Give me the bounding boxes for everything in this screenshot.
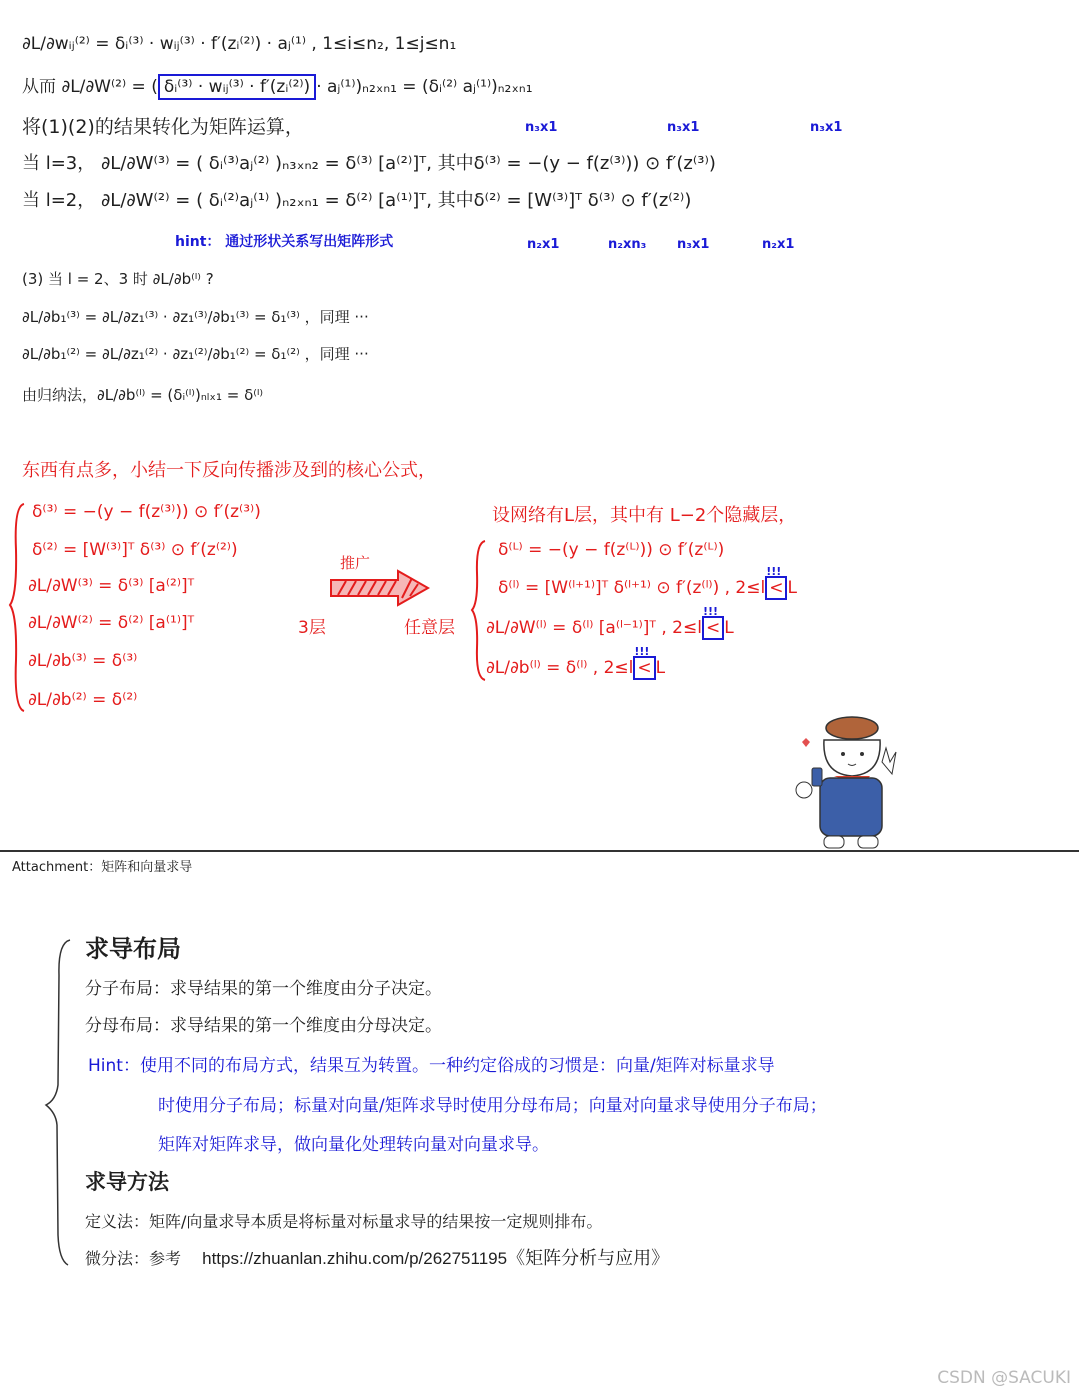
to-label: 任意层 — [404, 618, 455, 638]
induction-text: 由归纳法，∂L/∂b⁽ˡ⁾ = (δᵢ⁽ˡ⁾)ₙₗₓ₁ = δ⁽ˡ⁾ — [22, 386, 264, 404]
summary-right-eq: δ⁽ᴸ⁾ = −(y − f(z⁽ᴸ⁾)) ⊙ f′(z⁽ᴸ⁾) — [498, 540, 725, 560]
summary-heading: 东西有点多，小结一下反向传播涉及到的核心公式， — [22, 460, 436, 481]
summary-left-eq: ∂L/∂W⁽³⁾ = δ⁽³⁾ [a⁽²⁾]ᵀ — [28, 576, 195, 596]
eq-prefix: 从而 ∂L/∂W⁽²⁾ = ( — [22, 77, 158, 97]
left-brace-icon — [8, 500, 28, 715]
eq-text: ∂L/∂b⁽ˡ⁾ = δ⁽ˡ⁾ , 2≤l — [486, 658, 634, 678]
arrow-label: 推广 — [340, 554, 371, 572]
emphasis-mark: !!! — [766, 565, 782, 578]
reference-link[interactable]: https://zhuanlan.zhihu.com/p/262751195 — [202, 1249, 508, 1268]
dim-label: n₃x1 — [667, 120, 700, 135]
eq-text: L — [787, 578, 797, 598]
hint-line: 矩阵对矩阵求导，做向量化处理转向量对向量求导。 — [158, 1135, 549, 1155]
eq-text: δ⁽ˡ⁾ = [W⁽ˡ⁺¹⁾]ᵀ δ⁽ˡ⁺¹⁾ ⊙ f′(z⁽ˡ⁾) , 2≤l — [498, 578, 766, 598]
bias-question: (3) 当 l = 2、3 时 ∂L/∂b⁽ˡ⁾ ? — [22, 270, 214, 288]
generalize-arrow-icon — [328, 568, 433, 608]
dim-label: n₂xn₃ — [608, 237, 647, 252]
lt-box: < — [702, 616, 724, 640]
method-heading: 求导方法 — [85, 1170, 169, 1194]
cat-illustration-icon — [790, 712, 900, 852]
layout-heading: 求导布局 — [85, 935, 181, 963]
differential-label: 微分法：参考 — [85, 1249, 182, 1268]
summary-left-eq: ∂L/∂b⁽²⁾ = δ⁽²⁾ — [28, 690, 138, 710]
book-title: 《矩阵分析与应用》 — [507, 1248, 670, 1269]
equation-b3: ∂L/∂b₁⁽³⁾ = ∂L/∂z₁⁽³⁾ · ∂z₁⁽³⁾/∂b₁⁽³⁾ = δ₁⁽³⁾ ，同理 ··· — [22, 308, 369, 326]
summary-left-eq: δ⁽³⁾ = −(y − f(z⁽³⁾)) ⊙ f′(z⁽³⁾) — [32, 502, 261, 522]
eq-text: L — [724, 618, 734, 638]
dim-label: n₃x1 — [525, 120, 558, 135]
denominator-layout-text: 分母布局：求导结果的第一个维度由分母决定。 — [85, 1016, 442, 1036]
summary-left-eq: ∂L/∂W⁽²⁾ = δ⁽²⁾ [a⁽¹⁾]ᵀ — [28, 613, 195, 633]
dim-label: n₃x1 — [677, 237, 710, 252]
summary-left-eq: ∂L/∂b⁽³⁾ = δ⁽³⁾ — [28, 651, 138, 671]
convert-text: 将(1)(2)的结果转化为矩阵运算， — [22, 116, 304, 138]
hint-line: 时使用分子布局；标量对向量/矩阵求导时使用分母布局；向量对向量求导使用分子布局； — [158, 1096, 827, 1116]
numerator-layout-text: 分子布局：求导结果的第一个维度由分子决定。 — [85, 979, 442, 999]
definition-method-text: 定义法：矩阵/向量求导本质是将标量对标量求导的结果按一定规则排布。 — [85, 1212, 603, 1231]
summary-left-eq: δ⁽²⁾ = [W⁽³⁾]ᵀ δ⁽³⁾ ⊙ f′(z⁽²⁾) — [32, 540, 238, 560]
emphasis-mark: !!! — [634, 645, 650, 658]
lt-box: < — [765, 576, 787, 600]
lt-box: < — [633, 656, 655, 680]
hint-text: hint： 通过形状关系写出矩阵形式 — [175, 234, 394, 250]
equation-dl-dw2 — [22, 79, 533, 96]
attachment-brace-icon — [42, 935, 72, 1270]
right-heading: 设网络有L层，其中有 L−2个隐藏层， — [492, 505, 797, 526]
equation-dl-dwij: ∂L/∂wᵢⱼ⁽²⁾ = δᵢ⁽³⁾ · wᵢⱼ⁽³⁾ · f′(zᵢ⁽²⁾) · aⱼ⁽¹⁾ , 1≤i≤n₂, 1≤j≤n₁ — [22, 34, 457, 54]
section-divider — [0, 850, 1079, 852]
equation-b2: ∂L/∂b₁⁽²⁾ = ∂L/∂z₁⁽²⁾ · ∂z₁⁽²⁾/∂b₁⁽²⁾ = δ₁⁽²⁾ ，同理 ··· — [22, 345, 369, 363]
dim-label: n₃x1 — [810, 120, 843, 135]
attachment-title: Attachment：矩阵和向量求导 — [12, 860, 193, 875]
eq-text: ∂L/∂W⁽ˡ⁾ = δ⁽ˡ⁾ [a⁽ˡ⁻¹⁾]ᵀ , 2≤l — [486, 618, 702, 638]
eq-text: L — [655, 658, 666, 678]
eq-suffix: · aⱼ⁽¹⁾)ₙ₂ₓₙ₁ = (δᵢ⁽²⁾ aⱼ⁽¹⁾)ₙ₂ₓₙ₁ — [316, 77, 533, 97]
emphasis-mark: !!! — [702, 605, 719, 618]
hint-line: Hint：使用不同的布局方式，结果互为转置。一种约定俗成的习惯是：向量/矩阵对标量求导 — [88, 1056, 775, 1076]
summary-right-eq — [498, 565, 797, 598]
equation-l3: 当 l=3， ∂L/∂W⁽³⁾ = ( δᵢ⁽³⁾aⱼ⁽²⁾ )ₙ₃ₓₙ₂ = δ⁽³⁾ [a⁽²⁾]ᵀ, 其中δ⁽³⁾ = −(y − f(z⁽³⁾)) ⊙ f′(z⁽³⁾) — [22, 153, 716, 174]
differential-method — [85, 1250, 669, 1268]
summary-right-eq — [486, 645, 666, 678]
boxed-term: δᵢ⁽³⁾ · wᵢⱼ⁽³⁾ · f′(zᵢ⁽²⁾) — [158, 74, 316, 100]
watermark: CSDN @SACUKI — [937, 1368, 1071, 1388]
dim-label: n₂x1 — [527, 237, 560, 252]
dim-label: n₂x1 — [762, 237, 795, 252]
from-label: 3层 — [298, 618, 326, 638]
equation-l2: 当 l=2， ∂L/∂W⁽²⁾ = ( δᵢ⁽²⁾aⱼ⁽¹⁾ )ₙ₂ₓₙ₁ = δ⁽²⁾ [a⁽¹⁾]ᵀ, 其中δ⁽²⁾ = [W⁽³⁾]ᵀ δ⁽³⁾ ⊙ f′(z⁽²⁾) — [22, 190, 692, 211]
summary-right-eq — [486, 605, 734, 638]
